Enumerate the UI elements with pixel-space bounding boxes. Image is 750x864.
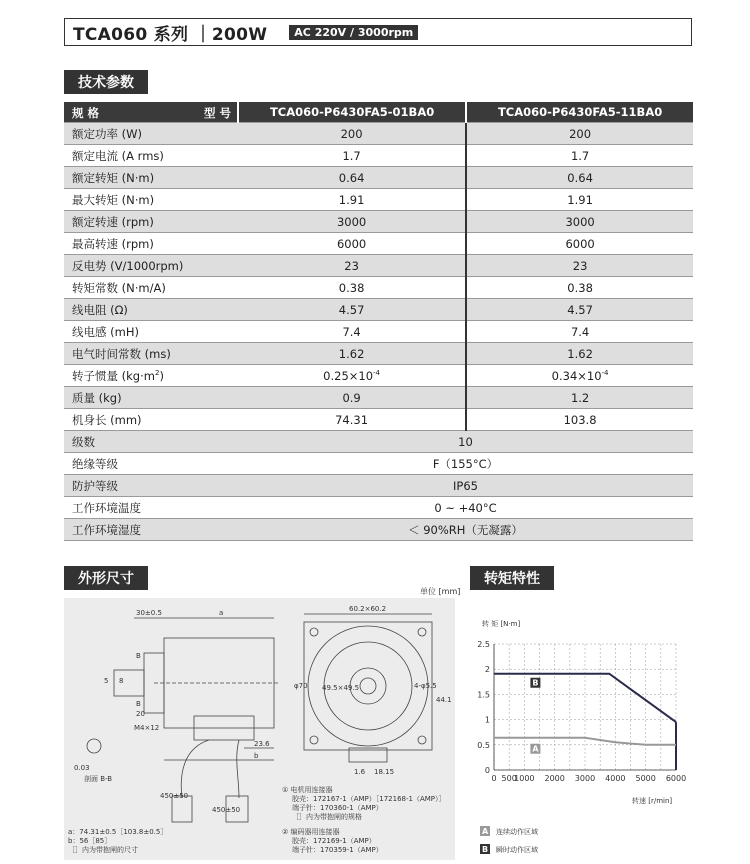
table-row (64, 497, 693, 519)
chart-xlabel: 转速 [r/min] (632, 797, 673, 805)
row-value-b: 1.2 (466, 387, 693, 409)
table-row (64, 365, 693, 387)
mount-hole-tr (418, 628, 426, 636)
table-row (64, 475, 693, 497)
product-title: TCA060 系列 ｜200W (73, 24, 268, 45)
row-value-b: 4.57 (466, 299, 693, 321)
row-label: 质量 (kg) (64, 387, 238, 409)
row-value-b: 1.62 (466, 343, 693, 365)
table-header-row (64, 102, 693, 123)
table-row (64, 321, 693, 343)
x-tick-label: 4000 (605, 774, 626, 783)
legend-a-key: A (482, 827, 489, 836)
series-a-marker-label: A (532, 744, 539, 754)
dim-450-b: 450±50 (212, 806, 241, 814)
row-label: 机身长 (mm) (64, 409, 238, 431)
y-tick-label: 0 (484, 766, 490, 775)
row-value-a: 0.9 (238, 387, 466, 409)
table-row (64, 145, 693, 167)
table-row (64, 299, 693, 321)
row-value-a: 6000 (238, 233, 466, 255)
row-label: 线电阻 (Ω) (64, 299, 238, 321)
row-value-b: 0.64 (466, 167, 693, 189)
dim-495: 49.5×49.5 (322, 684, 360, 692)
dim-1815: 18.15 (374, 768, 395, 776)
dim-30: 30±0.5 (136, 609, 162, 617)
table-row (64, 189, 693, 211)
row-label: 反电势 (V/1000rpm) (64, 255, 238, 277)
row-value-a: 3000 (238, 211, 466, 233)
voltage-badge: AC 220V / 3000rpm (289, 25, 418, 40)
row-label: 工作环境温度 (64, 497, 238, 519)
legend-a-text: 连续动作区域 (496, 828, 538, 836)
row-value-a: 0.64 (238, 167, 466, 189)
section-bb-circle (87, 739, 101, 753)
x-tick-label: 3000 (574, 774, 596, 783)
inertia-a-exp: -4 (373, 368, 381, 377)
row-label: 电气时间常数 (ms) (64, 343, 238, 365)
row-label: 最大转矩 (N·m) (64, 189, 238, 211)
torque-chart-svg (468, 598, 692, 860)
row-value-b: 0.38 (466, 277, 693, 299)
table-row (64, 519, 693, 541)
x-tick-label: 2000 (544, 774, 565, 783)
inertia-label: 转子惯量 (kg·m (72, 368, 155, 383)
chart-ylabel: 转 矩 [N·m] (482, 620, 521, 628)
table-row (64, 387, 693, 409)
note-c1-line3: 端子针：170360-1（AMP） (292, 804, 383, 812)
row-value-b: 200 (466, 123, 693, 145)
section-mark-b1: B (136, 652, 141, 660)
row-label: 额定功率 (W) (64, 123, 238, 145)
row-label: 级数 (64, 431, 238, 453)
table-row (64, 409, 693, 431)
row-label: 额定转速 (rpm) (64, 211, 238, 233)
row-value-a: 7.4 (238, 321, 466, 343)
mount-hole-tl (310, 628, 318, 636)
note-c1-line4: ［］内为带抱闸的规格 (292, 813, 362, 821)
row-label (64, 365, 238, 387)
note-c2-line3: 端子针：170359-1（AMP） (292, 846, 383, 854)
row-value-merged: 0 ~ +40°C (238, 497, 693, 519)
dim-phi70: φ70 (294, 682, 308, 690)
row-value-a (238, 365, 466, 387)
table-row (64, 255, 693, 277)
row-value-b: 1.7 (466, 145, 693, 167)
dim-b: b (254, 752, 259, 760)
x-tick-label: 500 (501, 774, 517, 783)
dim-441: 44.1 (436, 696, 452, 704)
note-a-line2: b：56［85］ (68, 837, 112, 845)
row-label: 防护等级 (64, 475, 238, 497)
row-label: 额定电流 (A rms) (64, 145, 238, 167)
torque-section-title: 转矩特性 (470, 566, 554, 590)
dim-450-a: 450±50 (160, 792, 189, 800)
header-spec-label: 规 格 (72, 106, 100, 120)
row-value-b: 6000 (466, 233, 693, 255)
y-tick-label: 1.5 (477, 690, 490, 700)
dimension-drawing (64, 598, 455, 860)
section-bb-label: 剖面 B-B (84, 775, 113, 783)
row-value-merged: ＜ 90%RH（无凝露） (238, 519, 693, 541)
x-tick-label: 5000 (635, 774, 656, 783)
table-row (64, 453, 693, 475)
note-c2-line1: ② 编码器用连接器 (282, 828, 340, 836)
row-value-b (466, 365, 693, 387)
note-a-line1: a：74.31±0.5［103.8±0.5］ (68, 828, 168, 836)
unit-label: 单位 [mm] (420, 587, 461, 596)
row-value-merged: F（155°C） (238, 453, 693, 475)
cable-2 (237, 740, 239, 798)
row-label: 绝缘等级 (64, 453, 238, 475)
row-value-b: 23 (466, 255, 693, 277)
m4-thread: M4×12 (134, 724, 160, 732)
row-value-a: 4.57 (238, 299, 466, 321)
row-value-b: 3000 (466, 211, 693, 233)
dim-5: 5 (104, 677, 109, 685)
table-row (64, 211, 693, 233)
header-model-a: TCA060-P6430FA5-01BA0 (238, 102, 466, 123)
legend-b-key: B (482, 845, 489, 854)
dim-16: 1.6 (354, 768, 366, 776)
table-row (64, 167, 693, 189)
dim-236: 23.6 (254, 740, 270, 748)
row-value-a: 1.91 (238, 189, 466, 211)
dim-4-holes: 4-φ5.5 (414, 682, 437, 690)
header-model-b: TCA060-P6430FA5-11BA0 (466, 102, 693, 123)
note-c1-line1: ① 电机用连接器 (282, 786, 333, 794)
tolerance-box: 0.03 (74, 764, 90, 772)
row-value-merged: IP65 (238, 475, 693, 497)
inertia-b-exp: -4 (601, 368, 609, 377)
table-row (64, 277, 693, 299)
dimension-drawing-svg (64, 598, 455, 860)
y-tick-label: 2 (484, 665, 490, 675)
dims-section-title: 外形尺寸 (64, 566, 148, 590)
row-label: 工作环境湿度 (64, 519, 238, 541)
inertia-label-end: ) (159, 368, 164, 383)
row-value-a: 1.62 (238, 343, 466, 365)
y-tick-label: 0.5 (477, 740, 490, 750)
inertia-label-exp: 2 (154, 368, 160, 377)
row-value-b: 1.91 (466, 189, 693, 211)
row-label: 额定转矩 (N·m) (64, 167, 238, 189)
mount-hole-bl (310, 736, 318, 744)
note-c2-line2: 胶壳：172169-1（AMP） (292, 837, 376, 845)
table-row (64, 233, 693, 255)
note-a-line3: ［］内为带抱闸的尺寸 (68, 846, 138, 854)
inertia-b: 0.34×10 (551, 368, 602, 383)
row-label: 最高转速 (rpm) (64, 233, 238, 255)
cable-1 (181, 740, 209, 798)
spec-section-title: 技术参数 (64, 70, 148, 94)
torque-chart (468, 598, 692, 860)
row-value-a: 1.7 (238, 145, 466, 167)
product-header (64, 18, 692, 46)
row-value-b: 103.8 (466, 409, 693, 431)
spec-table (64, 102, 693, 541)
section-mark-b2: B (136, 700, 141, 708)
dim-20: 20 (136, 710, 145, 718)
dim-a: a (219, 609, 224, 617)
table-row (64, 431, 693, 453)
row-value-b: 7.4 (466, 321, 693, 343)
row-value-a: 0.38 (238, 277, 466, 299)
x-tick-label: 6000 (665, 774, 687, 783)
series-b-marker-label: B (532, 678, 539, 688)
row-label: 转矩常数 (N·m/A) (64, 277, 238, 299)
y-tick-label: 1 (484, 715, 490, 725)
y-tick-label: 2.5 (477, 640, 490, 649)
x-tick-label: 0 (491, 774, 497, 783)
table-row (64, 123, 693, 145)
row-value-a: 74.31 (238, 409, 466, 431)
table-row (64, 343, 693, 365)
legend-b-text: 瞬时动作区域 (496, 846, 538, 854)
note-c1-line2: 胶壳：172167-1（AMP）［172168-1（AMP）］ (292, 795, 446, 803)
dim-8: 8 (119, 677, 124, 685)
x-tick-label: 1000 (514, 774, 535, 783)
row-label: 线电感 (mH) (64, 321, 238, 343)
mount-hole-br (418, 736, 426, 744)
header-spec-model-cell (64, 102, 238, 123)
inertia-a: 0.25×10 (323, 368, 374, 383)
row-value-merged: 10 (238, 431, 693, 453)
row-value-a: 23 (238, 255, 466, 277)
dim-60: 60.2×60.2 (349, 605, 387, 613)
header-model-label: 型 号 (203, 106, 231, 120)
row-value-a: 200 (238, 123, 466, 145)
front-view-shaft-circle (360, 678, 376, 694)
